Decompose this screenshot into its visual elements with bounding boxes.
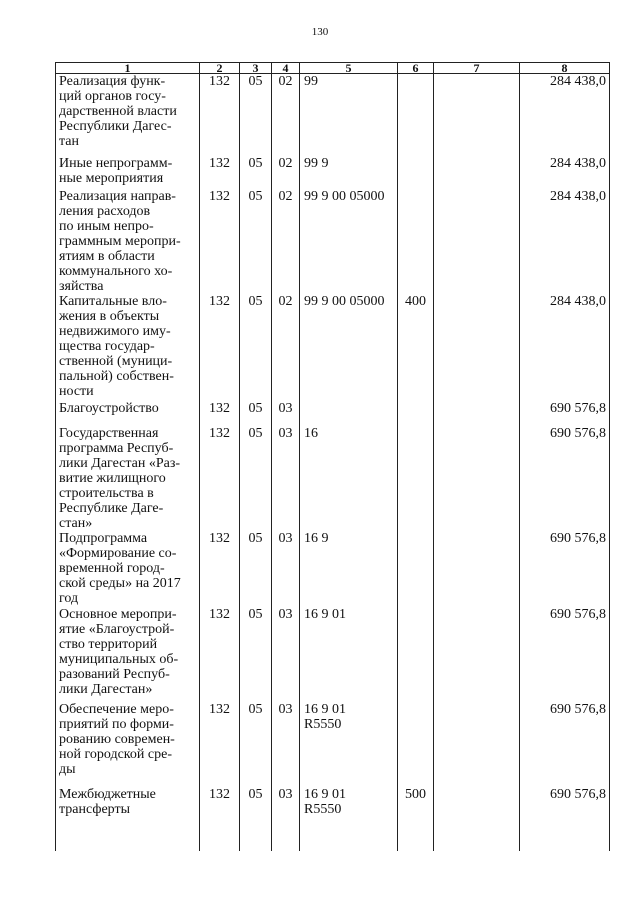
row-col6 xyxy=(398,702,434,787)
header-col-6: 6 xyxy=(398,63,434,74)
budget-table xyxy=(55,62,610,851)
row-name: Капитальные вло- жения в объекты недвижимого иму- щества государ- ственной (муници- пальной) собствен- ности xyxy=(56,294,200,401)
row-name: Межбюджетные трансферты xyxy=(56,787,200,847)
row-col6 xyxy=(398,531,434,607)
row-col3: 05 xyxy=(240,702,272,787)
row-col6 xyxy=(398,607,434,702)
row-code xyxy=(300,401,398,426)
row-col7 xyxy=(434,702,520,787)
row-amount: 284 438,0 xyxy=(520,156,610,189)
continuation-cell xyxy=(300,847,398,851)
row-col6: 500 xyxy=(398,787,434,847)
row-name: Благоустройство xyxy=(56,401,200,426)
row-col3: 05 xyxy=(240,74,272,156)
row-amount: 690 576,8 xyxy=(520,401,610,426)
header-col-1: 1 xyxy=(56,63,200,74)
row-code: 99 9 xyxy=(300,156,398,189)
row-col7 xyxy=(434,426,520,531)
continuation-cell xyxy=(240,847,272,851)
row-col7 xyxy=(434,189,520,294)
continuation-cell xyxy=(398,847,434,851)
row-amount: 284 438,0 xyxy=(520,74,610,156)
row-col2: 132 xyxy=(200,74,240,156)
row-code: 16 xyxy=(300,426,398,531)
continuation-cell xyxy=(200,847,240,851)
row-code: 16 9 01 xyxy=(300,607,398,702)
row-col4: 03 xyxy=(272,787,300,847)
table-row xyxy=(56,426,610,531)
row-name: Реализация направ- ления расходов по иным непро- граммным меропри- ятиям в области коммунального хо- зяйства xyxy=(56,189,200,294)
row-col7 xyxy=(434,156,520,189)
row-col3: 05 xyxy=(240,787,272,847)
row-amount: 690 576,8 xyxy=(520,702,610,787)
table-row xyxy=(56,787,610,847)
row-col7 xyxy=(434,531,520,607)
row-amount: 690 576,8 xyxy=(520,607,610,702)
header-row xyxy=(56,63,610,74)
row-code: 16 9 01 R5550 xyxy=(300,787,398,847)
row-col3: 05 xyxy=(240,607,272,702)
table-row xyxy=(56,702,610,787)
row-col4: 03 xyxy=(272,426,300,531)
row-col3: 05 xyxy=(240,189,272,294)
table-row xyxy=(56,531,610,607)
row-col3: 05 xyxy=(240,401,272,426)
row-col4: 02 xyxy=(272,74,300,156)
row-code: 99 xyxy=(300,74,398,156)
row-code: 16 9 01 R5550 xyxy=(300,702,398,787)
row-code: 99 9 00 05000 xyxy=(300,189,398,294)
row-code: 99 9 00 05000 xyxy=(300,294,398,401)
row-amount: 690 576,8 xyxy=(520,426,610,531)
row-col2: 132 xyxy=(200,156,240,189)
row-col6 xyxy=(398,401,434,426)
row-col3: 05 xyxy=(240,531,272,607)
row-col6: 400 xyxy=(398,294,434,401)
row-col2: 132 xyxy=(200,531,240,607)
row-col4: 03 xyxy=(272,531,300,607)
row-col2: 132 xyxy=(200,189,240,294)
table-row xyxy=(56,189,610,294)
header-col-2: 2 xyxy=(200,63,240,74)
continuation-cell xyxy=(520,847,610,851)
row-name: Подпрограмма «Формирование со- временной город- ской среды» на 2017 год xyxy=(56,531,200,607)
row-col7 xyxy=(434,401,520,426)
row-col2: 132 xyxy=(200,401,240,426)
row-code: 16 9 xyxy=(300,531,398,607)
table-continuation xyxy=(56,847,610,851)
row-col2: 132 xyxy=(200,787,240,847)
header-col-5: 5 xyxy=(300,63,398,74)
row-col4: 02 xyxy=(272,294,300,401)
row-name: Государственная программа Респуб- лики Дагестан «Раз- витие жилищного строительства в Республике Даге- стан» xyxy=(56,426,200,531)
row-col2: 132 xyxy=(200,607,240,702)
row-name: Реализация функ- ций органов госу- дарственной власти Республики Дагес- тан xyxy=(56,74,200,156)
page-number: 130 xyxy=(311,26,329,38)
row-amount: 284 438,0 xyxy=(520,294,610,401)
row-col3: 05 xyxy=(240,156,272,189)
table-row xyxy=(56,607,610,702)
row-col3: 05 xyxy=(240,426,272,531)
row-col7 xyxy=(434,74,520,156)
table-body xyxy=(56,74,610,851)
row-col2: 132 xyxy=(200,702,240,787)
continuation-cell xyxy=(272,847,300,851)
table-row xyxy=(56,156,610,189)
row-name: Основное меропри- ятие «Благоустрой- ство территорий муниципальных об- разований Респуб- лики Дагестан» xyxy=(56,607,200,702)
header-col-4: 4 xyxy=(272,63,300,74)
row-col7 xyxy=(434,607,520,702)
table-row xyxy=(56,294,610,401)
header-col-8: 8 xyxy=(520,63,610,74)
continuation-cell xyxy=(434,847,520,851)
row-col6 xyxy=(398,156,434,189)
row-amount: 690 576,8 xyxy=(520,787,610,847)
row-col3: 05 xyxy=(240,294,272,401)
row-col4: 02 xyxy=(272,156,300,189)
row-name: Иные непрограмм- ные мероприятия xyxy=(56,156,200,189)
row-col2: 132 xyxy=(200,294,240,401)
table-row xyxy=(56,401,610,426)
row-col7 xyxy=(434,787,520,847)
table-row xyxy=(56,74,610,156)
row-amount: 690 576,8 xyxy=(520,531,610,607)
row-col4: 03 xyxy=(272,702,300,787)
row-col6 xyxy=(398,189,434,294)
header-col-3: 3 xyxy=(240,63,272,74)
row-col4: 03 xyxy=(272,401,300,426)
row-col7 xyxy=(434,294,520,401)
row-col4: 02 xyxy=(272,189,300,294)
row-name: Обеспечение меро- приятий по форми- рованию современ- ной городской сре- ды xyxy=(56,702,200,787)
row-col6 xyxy=(398,426,434,531)
row-amount: 284 438,0 xyxy=(520,189,610,294)
row-col2: 132 xyxy=(200,426,240,531)
row-col6 xyxy=(398,74,434,156)
continuation-cell xyxy=(56,847,200,851)
header-col-7: 7 xyxy=(434,63,520,74)
row-col4: 03 xyxy=(272,607,300,702)
